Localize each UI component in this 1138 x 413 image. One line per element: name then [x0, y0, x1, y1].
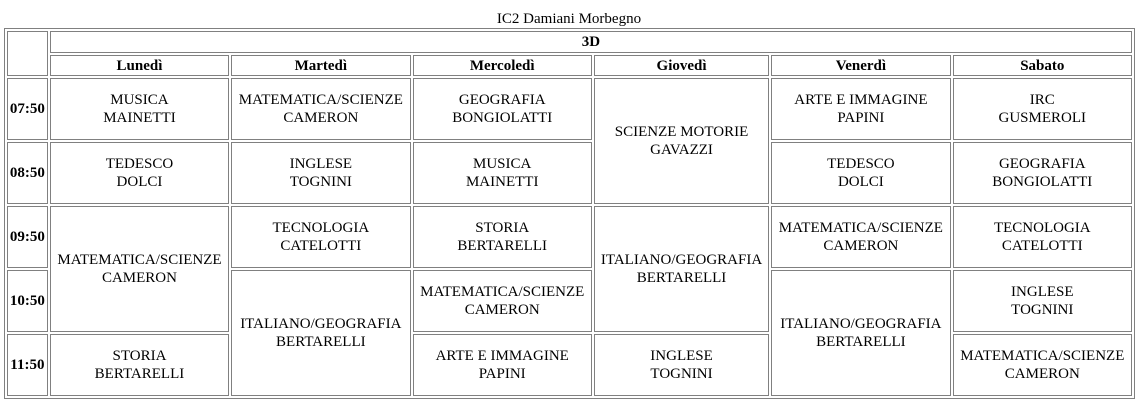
lesson-teacher: CAMERON [101, 270, 177, 286]
lesson-teacher: PAPINI [478, 366, 526, 382]
lesson-cell [50, 142, 229, 204]
lesson-teacher: BERTARELLI [94, 366, 185, 382]
lesson-subject: GEOGRAFIA [458, 92, 546, 108]
lesson-cell [231, 78, 410, 140]
lesson-cell [231, 270, 410, 396]
lesson-subject: TEDESCO [105, 156, 174, 172]
lesson-teacher: CAMERON [1004, 366, 1080, 382]
lesson-subject: MATEMATICA/SCIENZE [238, 92, 403, 108]
lesson-subject: ARTE E IMMAGINE [794, 92, 928, 108]
time-slot: 10:50 [7, 270, 48, 332]
time-slot: 11:50 [7, 334, 48, 396]
lesson-cell [953, 142, 1132, 204]
lesson-teacher: BERTARELLI [816, 334, 906, 350]
lesson-subject: ITALIANO/GEOGRAFIA [600, 252, 763, 268]
lesson-cell [953, 78, 1132, 140]
lesson-subject: GEOGRAFIA [998, 156, 1086, 172]
lesson-subject: SCIENZE MOTORIE [614, 124, 749, 140]
time-slot: 09:50 [7, 206, 48, 268]
lesson-teacher: BERTARELLI [276, 334, 366, 350]
day-header-tuesday: Martedì [231, 55, 410, 76]
lesson-teacher: TOGNINI [289, 174, 352, 190]
lesson-teacher: BERTARELLI [457, 238, 547, 254]
time-row [7, 78, 1132, 140]
lesson-subject: INGLESE [1011, 284, 1074, 300]
time-row [7, 206, 1132, 268]
lesson-cell [953, 270, 1132, 332]
lesson-teacher: CATELOTTI [1001, 238, 1083, 254]
lesson-cell [594, 206, 769, 332]
lesson-subject: STORIA [112, 348, 167, 364]
lesson-subject: TEDESCO [827, 156, 895, 172]
lesson-teacher: GAVAZZI [650, 142, 713, 158]
lesson-subject: MUSICA [473, 156, 532, 172]
lesson-subject: INGLESE [289, 156, 353, 172]
lesson-teacher: GUSMEROLI [998, 110, 1087, 126]
corner-cell [7, 31, 48, 76]
lesson-teacher: CATELOTTI [280, 238, 362, 254]
lesson-teacher: DOLCI [837, 174, 884, 190]
time-slot: 07:50 [7, 78, 48, 140]
lesson-subject: ITALIANO/GEOGRAFIA [240, 316, 402, 332]
lesson-teacher: BONGIOLATTI [992, 174, 1093, 190]
class-header-row [7, 31, 1132, 53]
lesson-cell [771, 270, 950, 396]
lesson-cell [231, 206, 410, 268]
time-row [7, 142, 1132, 204]
lesson-teacher: CAMERON [823, 238, 899, 254]
lesson-cell [50, 78, 229, 140]
lesson-cell [594, 78, 769, 204]
lesson-subject: TECNOLOGIA [272, 220, 370, 236]
time-slot: 08:50 [7, 142, 48, 204]
lesson-teacher: TOGNINI [1011, 302, 1074, 318]
lesson-teacher: CAMERON [464, 302, 540, 318]
day-header-monday: Lunedì [50, 55, 229, 76]
time-row [7, 334, 1132, 396]
lesson-subject: TECNOLOGIA [993, 220, 1091, 236]
lesson-cell [413, 270, 592, 332]
lesson-teacher: PAPINI [837, 110, 885, 126]
lesson-cell [231, 142, 410, 204]
lesson-cell [413, 334, 592, 396]
lesson-cell [771, 142, 950, 204]
day-header-wednesday: Mercoledì [413, 55, 592, 76]
lesson-subject: MATEMATICA/SCIENZE [57, 252, 222, 268]
lesson-cell [953, 334, 1132, 396]
lesson-cell [413, 78, 592, 140]
lesson-subject: ITALIANO/GEOGRAFIA [780, 316, 942, 332]
timetable [4, 28, 1135, 399]
lesson-cell [771, 206, 950, 268]
lesson-teacher: BERTARELLI [636, 270, 727, 286]
lesson-cell [771, 78, 950, 140]
lesson-subject: MATEMATICA/SCIENZE [778, 220, 943, 236]
day-header-saturday: Sabato [953, 55, 1132, 76]
lesson-subject: MUSICA [110, 92, 169, 108]
lesson-cell [953, 206, 1132, 268]
day-header-row [7, 55, 1132, 76]
lesson-teacher: MAINETTI [465, 174, 539, 190]
lesson-subject: MATEMATICA/SCIENZE [960, 348, 1125, 364]
day-header-friday: Venerdì [771, 55, 950, 76]
lesson-cell [594, 334, 769, 396]
lesson-cell [413, 142, 592, 204]
lesson-teacher: DOLCI [116, 174, 163, 190]
class-name-header: 3D [50, 31, 1132, 53]
lesson-cell [50, 334, 229, 396]
lesson-subject: MATEMATICA/SCIENZE [420, 284, 585, 300]
lesson-teacher: MAINETTI [103, 110, 176, 126]
lesson-subject: ARTE E IMMAGINE [435, 348, 569, 364]
lesson-subject: IRC [1029, 92, 1055, 108]
lesson-teacher: BONGIOLATTI [452, 110, 553, 126]
lesson-teacher: TOGNINI [650, 366, 713, 382]
lesson-teacher: CAMERON [283, 110, 359, 126]
lesson-subject: STORIA [475, 220, 530, 236]
lesson-cell [413, 206, 592, 268]
day-header-thursday: Giovedì [594, 55, 769, 76]
lesson-cell [50, 206, 229, 332]
lesson-subject: INGLESE [650, 348, 713, 364]
page-title: IC2 Damiani Morbegno [496, 11, 642, 27]
